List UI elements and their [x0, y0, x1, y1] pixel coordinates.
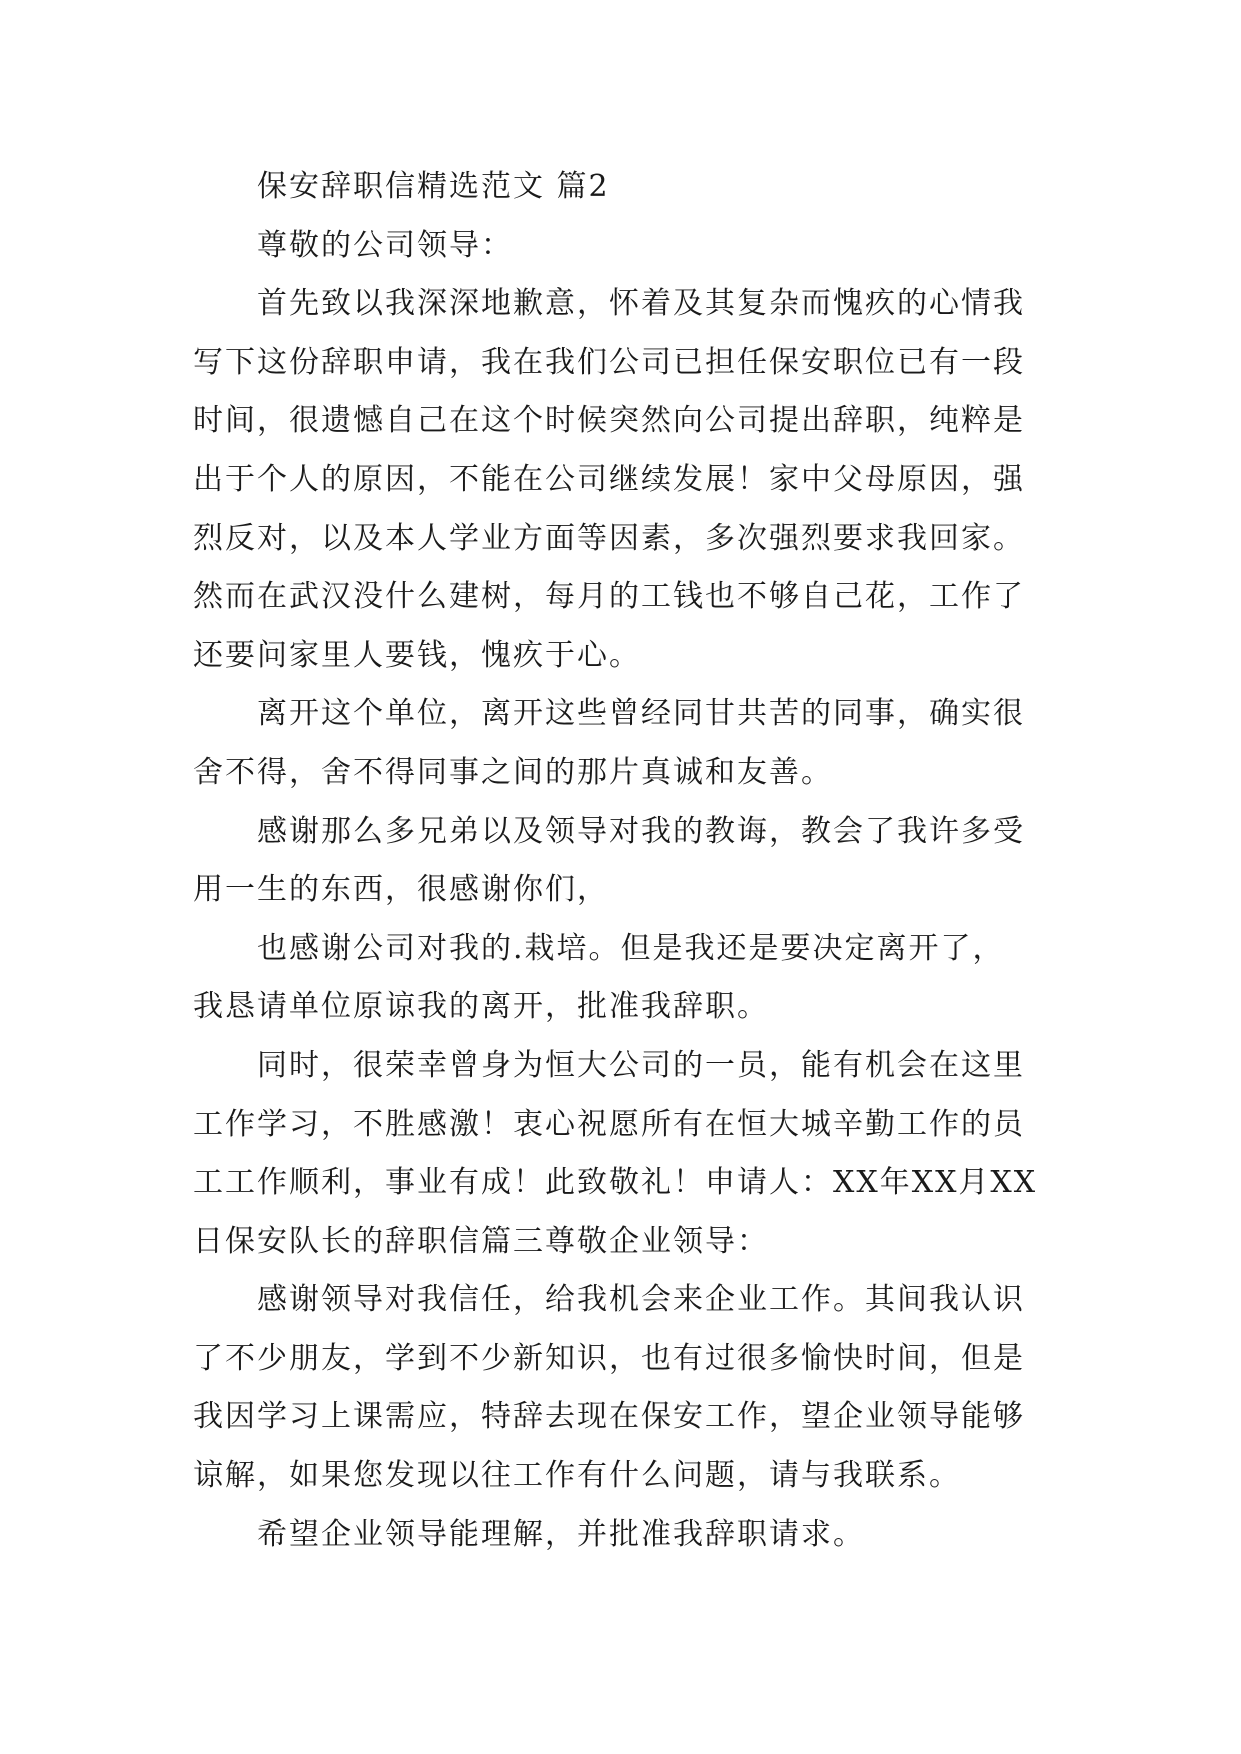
closing-paragraph: 希望企业领导能理解，并批准我辞职请求。 [257, 1516, 865, 1552]
body-paragraph: 感谢领导对我信任，给我机会来企业工作。其间我认识 了不少朋友，学到不少新知识，也有过很多愉快时间，但是 我因学习上课需应，特辞去现在保安工作，望企业领导能够 谅解，如果您发现以往工作有什么问题，请与我联系。 [193, 1282, 1025, 1494]
salutation: 尊敬的公司领导： [257, 227, 513, 263]
body-paragraph: 也感谢公司对我的.栽培。但是我还是要决定离开了， 我恳请单位原谅我的离开，批准我辞职。 [193, 930, 1005, 1025]
document-title: 保安辞职信精选范文 篇2 [257, 169, 610, 204]
body-paragraph: 首先致以我深深地歉意，怀着及其复杂而愧疚的心情我 写下这份辞职申请，我在我们公司已担任保安职位已有一段 时间，很遗憾自己在这个时候突然向公司提出辞职，纯粹是 出于个人的原因，不能在公司继续发展！家中父母原因，强 烈反对，以及本人学业方面等因素，多次强烈要求我回家。 然而在武汉没什么建树，每月的工钱也不够自己花，工作了 还要问家里人要钱，愧疚于心。 [193, 286, 1025, 673]
body-paragraph: 感谢那么多兄弟以及领导对我的教诲，教会了我许多受 用一生的东西，很感谢你们， [193, 813, 1025, 908]
body-paragraph: 同时，很荣幸曾身为恒大公司的一员，能有机会在这里 工作学习，不胜感激！衷心祝愿所有在恒大城辛勤工作的员 工工作顺利，事业有成！此致敬礼！申请人：XX年XX月XX 日保安队长的辞职信篇三尊敬企业领导： [193, 1047, 1038, 1259]
body-paragraph: 离开这个单位，离开这些曾经同甘共苦的同事，确实很 舍不得，舍不得同事之间的那片真诚和友善。 [193, 696, 1025, 790]
document-body [193, 158, 1061, 1564]
